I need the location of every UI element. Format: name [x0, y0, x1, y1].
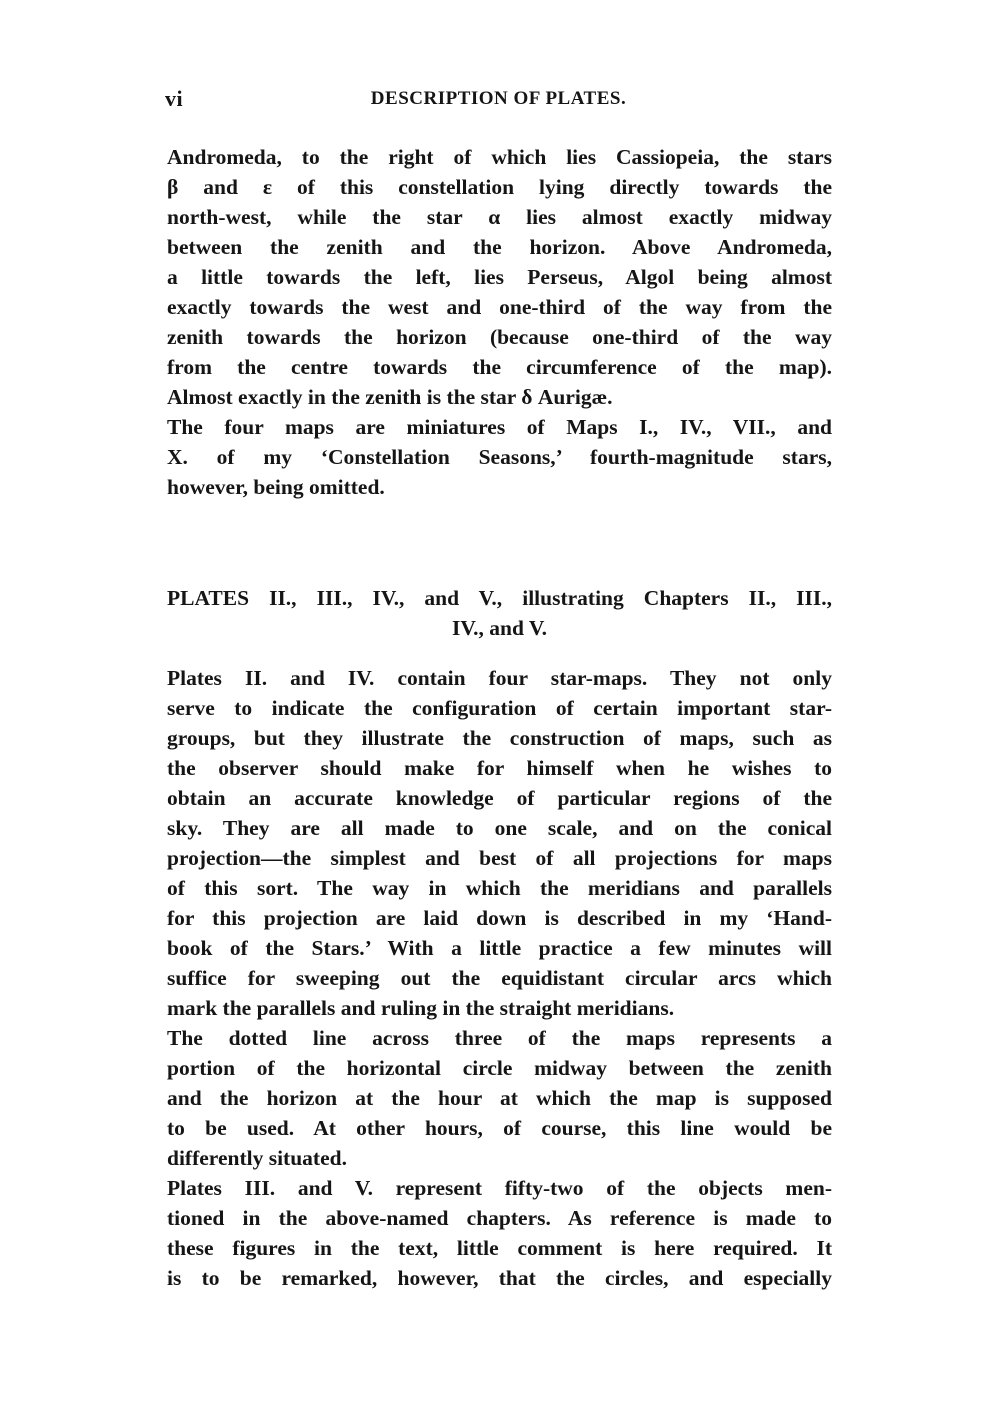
- text-line: IV., and V.: [451, 616, 548, 640]
- text-line: between the zenith and the horizon. Above Andromeda,: [167, 235, 832, 259]
- text-line: suffice for sweeping out the equidistant circular arcs which: [167, 966, 832, 990]
- text-line: north-west, while the star α lies almost exactly midway: [167, 205, 832, 229]
- section-heading-plates: [167, 583, 832, 643]
- paragraph-plates: [167, 663, 832, 1293]
- text-line: Andromeda, to the right of which lies Cassiopeia, the stars: [167, 145, 832, 169]
- text-line: X. of my ‘Constellation Seasons,’ fourth-magnitude stars,: [167, 445, 832, 469]
- text-line: The four maps are miniatures of Maps I., IV., VII., and: [167, 415, 832, 439]
- text-line: from the centre towards the circumference of the map).: [167, 355, 832, 379]
- text-line: to be used. At other hours, of course, this line would be: [167, 1116, 832, 1140]
- text-line: β and ε of this constellation lying directly towards the: [167, 175, 832, 199]
- text-line: of this sort. The way in which the meridians and parallels: [167, 876, 832, 900]
- text-line: and the horizon at the hour at which the map is supposed: [167, 1086, 832, 1110]
- text-line: serve to indicate the configuration of certain important star-: [167, 696, 832, 720]
- page-number: vi: [165, 86, 184, 111]
- text-line: Plates III. and V. represent fifty-two of the objects men-: [167, 1176, 832, 1200]
- text-line: is to be remarked, however, that the circles, and especially: [167, 1266, 832, 1290]
- text-line: these figures in the text, little comment is here required. It: [167, 1236, 832, 1260]
- text-line: mark the parallels and ruling in the straight meridians.: [167, 996, 675, 1020]
- text-line: obtain an accurate knowledge of particular regions of the: [167, 786, 832, 810]
- text-line: book of the Stars.’ With a little practice a few minutes will: [167, 936, 832, 960]
- text-line: PLATES II., III., IV., and V., illustrating Chapters II., III.,: [167, 586, 832, 610]
- text-line: zenith towards the horizon (because one-third of the way: [167, 325, 832, 349]
- text-line: projection—the simplest and best of all projections for maps: [167, 846, 832, 870]
- running-title: DESCRIPTION OF PLATES.: [370, 88, 627, 109]
- text-line: the observer should make for himself when he wishes to: [167, 756, 832, 780]
- paragraph-andromeda: [167, 142, 832, 502]
- text-line: differently situated.: [167, 1146, 347, 1170]
- text-line: Almost exactly in the zenith is the star δ Aurigæ.: [167, 385, 613, 409]
- text-line: portion of the horizontal circle midway between the zenith: [167, 1056, 832, 1080]
- text-line: The dotted line across three of the maps represents a: [167, 1026, 832, 1050]
- text-line: a little towards the left, lies Perseus, Algol being almost: [167, 265, 832, 289]
- text-line: for this projection are laid down is described in my ‘Hand-: [167, 906, 832, 930]
- text-line: sky. They are all made to one scale, and on the conical: [167, 816, 832, 840]
- text-line: Plates II. and IV. contain four star-maps. They not only: [167, 666, 832, 690]
- text-line: exactly towards the west and one-third of the way from the: [167, 295, 832, 319]
- text-line: tioned in the above-named chapters. As reference is made to: [167, 1206, 832, 1230]
- text-line: groups, but they illustrate the construction of maps, such as: [167, 726, 832, 750]
- text-line: however, being omitted.: [167, 475, 385, 499]
- running-header: [165, 86, 832, 114]
